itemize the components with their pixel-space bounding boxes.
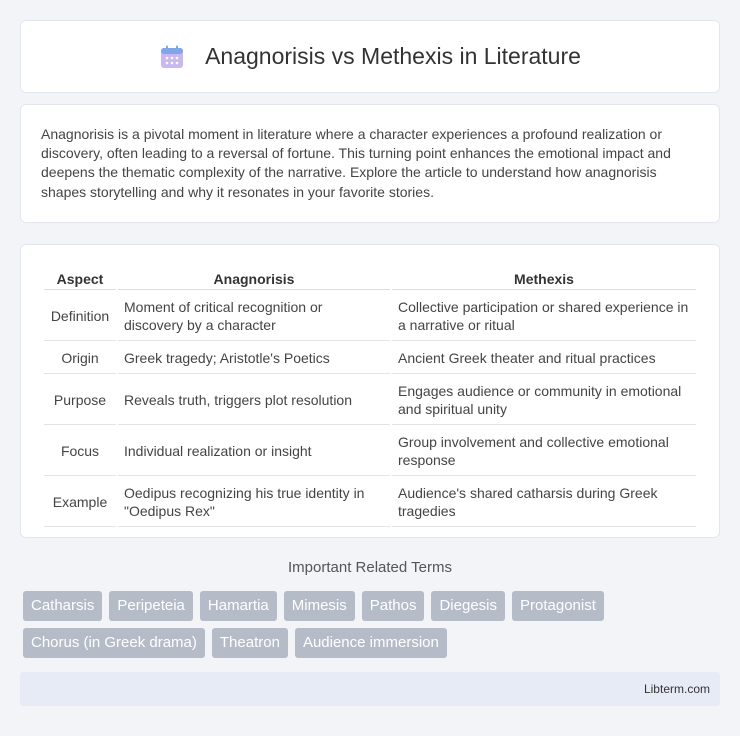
row-aspect: Example — [44, 478, 116, 527]
row-methexis: Collective participation or shared experience in a narrative or ritual — [392, 292, 696, 341]
table-row — [44, 478, 696, 527]
row-anagnorisis: Individual realization or insight — [118, 427, 390, 476]
column-header-methexis: Methexis — [392, 267, 696, 290]
row-methexis: Audience's shared catharsis during Greek tragedies — [392, 478, 696, 527]
row-anagnorisis: Oedipus recognizing his true identity in "Oedipus Rex" — [118, 478, 390, 527]
row-methexis: Ancient Greek theater and ritual practices — [392, 343, 696, 374]
related-terms-list — [23, 591, 723, 658]
row-aspect: Focus — [44, 427, 116, 476]
related-term-tag[interactable]: Mimesis — [284, 591, 355, 621]
header-card — [20, 20, 720, 93]
related-term-tag[interactable]: Hamartia — [200, 591, 277, 621]
footer — [20, 672, 720, 706]
comparison-table-card — [20, 244, 720, 538]
related-term-tag[interactable]: Protagonist — [512, 591, 604, 621]
related-term-tag[interactable]: Audience immersion — [295, 628, 447, 658]
table-row — [44, 292, 696, 341]
related-term-tag[interactable]: Theatron — [212, 628, 288, 658]
table-row — [44, 376, 696, 425]
row-methexis: Engages audience or community in emotional and spiritual unity — [392, 376, 696, 425]
row-anagnorisis: Reveals truth, triggers plot resolution — [118, 376, 390, 425]
row-aspect: Purpose — [44, 376, 116, 425]
table-row — [44, 343, 696, 374]
intro-text: Anagnorisis is a pivotal moment in literature where a character experiences a profound realization or discovery, often leading to a reversal of fortune. This turning point enhances the emotional impact and deepens the thematic complexity of the narrative. Explore the article to understand how anagnorisis shapes storytelling and why it resonates in your favorite stories. — [41, 126, 671, 200]
comparison-table — [42, 265, 698, 529]
column-header-aspect: Aspect — [44, 267, 116, 290]
row-aspect: Definition — [44, 292, 116, 341]
intro-card — [20, 104, 720, 223]
row-anagnorisis: Greek tragedy; Aristotle's Poetics — [118, 343, 390, 374]
table-header-row — [44, 267, 696, 290]
row-anagnorisis: Moment of critical recognition or discovery by a character — [118, 292, 390, 341]
table-row — [44, 427, 696, 476]
related-term-tag[interactable]: Catharsis — [23, 591, 102, 621]
row-aspect: Origin — [44, 343, 116, 374]
related-term-tag[interactable]: Diegesis — [431, 591, 505, 621]
calendar-grid-icon — [159, 44, 185, 70]
related-terms-title: Important Related Terms — [288, 559, 452, 576]
row-methexis: Group involvement and collective emotional response — [392, 427, 696, 476]
page-title: Anagnorisis vs Methexis in Literature — [205, 43, 581, 69]
related-term-tag[interactable]: Peripeteia — [109, 591, 193, 621]
related-term-tag[interactable]: Pathos — [362, 591, 425, 621]
footer-site-link[interactable]: Libterm.com — [643, 682, 710, 696]
column-header-anagnorisis: Anagnorisis — [118, 267, 390, 290]
related-term-tag[interactable]: Chorus (in Greek drama) — [23, 628, 205, 658]
